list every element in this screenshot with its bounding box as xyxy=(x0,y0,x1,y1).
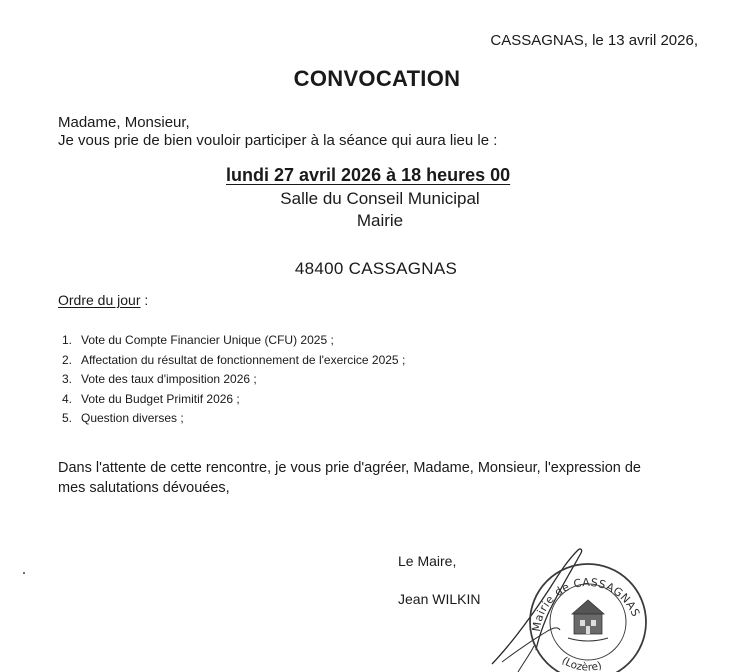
agenda-item xyxy=(62,409,405,429)
stamp-crest-icon xyxy=(568,600,608,641)
signatory-title: Le Maire, xyxy=(398,553,457,569)
agenda-item xyxy=(62,331,405,351)
agenda-list xyxy=(62,331,405,429)
agenda-item-number: 3. xyxy=(62,372,73,386)
agenda-item xyxy=(62,370,405,390)
intro-text: Je vous prie de bien vouloir participer à la séance qui aura lieu le : xyxy=(58,132,498,149)
closing-line-1: Dans l'attente de cette rencontre, je vous prie d'agréer, Madame, Monsieur, l'expression de xyxy=(58,460,641,476)
signature-stroke xyxy=(518,646,534,672)
mairie-stamp xyxy=(488,522,663,672)
agenda-item-number: 4. xyxy=(62,391,73,406)
place-date: CASSAGNAS, le 13 avril 2026, xyxy=(490,32,698,49)
agenda-item-number: 5. xyxy=(62,411,73,425)
meeting-venue: Salle du Conseil Municipal xyxy=(280,189,480,208)
agenda-item-text: Vote du Compte Financier Unique (CFU) 2025 ; xyxy=(81,333,334,347)
meeting-building: Mairie xyxy=(356,211,404,230)
agenda-item-number: 1. xyxy=(62,333,73,347)
agenda-item-number: 2. xyxy=(62,352,73,367)
agenda-heading xyxy=(58,292,148,308)
meeting-datetime: lundi 27 avril 2026 à 18 heures 00 xyxy=(226,165,511,185)
stamp-text-bottom: (Lozère) xyxy=(559,654,604,672)
stamp-text-top: Mairie de CASSAGNAS xyxy=(529,575,643,633)
agenda-item xyxy=(62,390,405,410)
scan-speck xyxy=(23,572,25,574)
agenda-item-text: Vote des taux d'imposition 2026 ; xyxy=(81,372,257,386)
signatory-name: Jean WILKIN xyxy=(398,591,481,607)
signature-stroke xyxy=(492,549,582,664)
agenda-heading-colon: : xyxy=(140,292,149,308)
meeting-postal-address: 48400 CASSAGNAS xyxy=(294,259,458,278)
agenda-item-text: Vote du Budget Primitif 2026 ; xyxy=(81,391,240,406)
agenda-item-text: Affectation du résultat de fonctionnement de l'exercice 2025 ; xyxy=(81,352,406,367)
salutation: Madame, Monsieur, xyxy=(58,114,190,131)
agenda-item-text: Question diverses ; xyxy=(81,411,184,425)
agenda-item xyxy=(62,351,405,371)
agenda-heading-label: Ordre du jour xyxy=(58,292,141,308)
closing-line-2: mes salutations dévouées, xyxy=(58,480,230,496)
document-title: CONVOCATION xyxy=(293,66,461,91)
